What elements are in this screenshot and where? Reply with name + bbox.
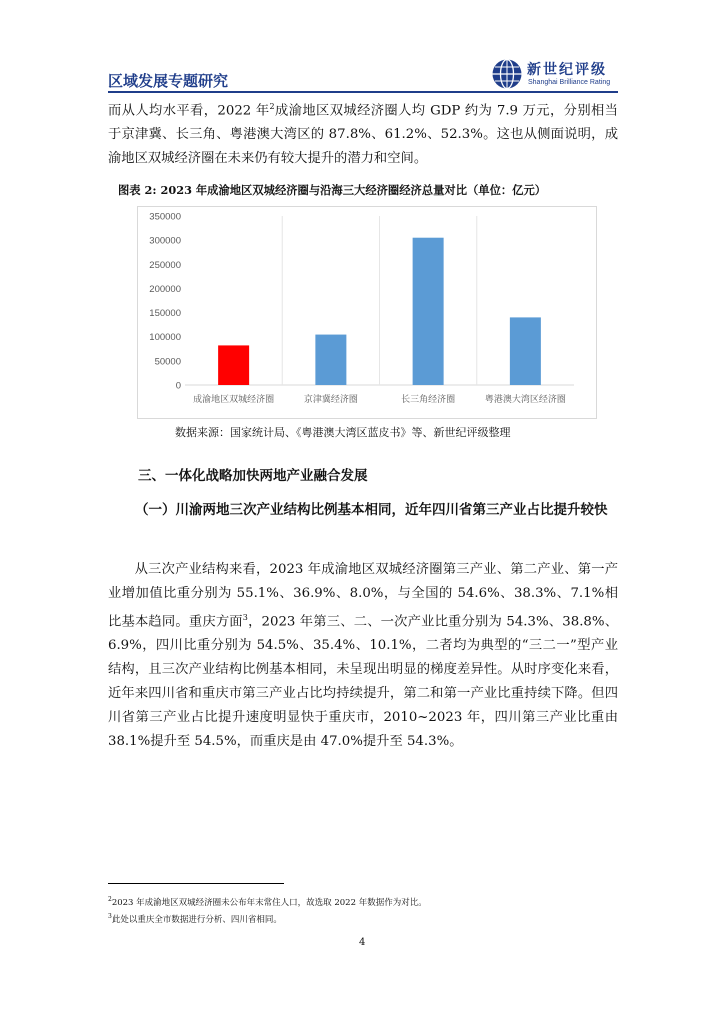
x-category-label: 粤港澳大湾区经济圈 xyxy=(484,395,566,405)
subsection-heading: （一）川渝两地三次产业结构比例基本相同，近年四川省第三产业占比提升较快 xyxy=(135,502,608,518)
footnote-3 xyxy=(108,913,282,925)
logo-name: 新世纪评级 xyxy=(527,62,607,78)
x-category-label: 长三角经济圈 xyxy=(401,395,456,405)
y-tick-label: 300000 xyxy=(149,235,181,247)
bar-1 xyxy=(218,345,249,385)
logo-subtitle: Shanghai Brilliance Rating xyxy=(528,79,611,86)
chart-caption: 图表 2: 2023 年成渝地区双城经济圈与沿海三大经济圈经济总量对比（单位：亿元） xyxy=(118,183,547,197)
intro-paragraph xyxy=(108,95,618,171)
footnote-ref-2[interactable]: 2 xyxy=(269,102,275,111)
footnote-ref-3[interactable]: 3 xyxy=(242,613,248,622)
y-tick-label: 100000 xyxy=(149,332,181,344)
header-divider xyxy=(108,91,618,93)
y-tick-label: 0 xyxy=(175,380,181,392)
y-tick-label: 50000 xyxy=(154,356,181,368)
bar-4 xyxy=(510,317,541,385)
report-series-title: 区域发展专题研究 xyxy=(108,72,229,90)
y-tick-label: 150000 xyxy=(149,308,181,320)
page-number: 4 xyxy=(359,937,366,948)
footnote-3-text: 此处以重庆全市数据进行分析、四川省相同。 xyxy=(111,915,282,925)
company-logo xyxy=(491,58,621,90)
y-tick-label: 200000 xyxy=(149,283,181,295)
y-tick-label: 250000 xyxy=(149,259,181,271)
section-heading: 三、一体化战略加快两地产业融合发展 xyxy=(138,468,368,484)
footnote-2-number: 2 xyxy=(108,896,112,904)
x-category-label: 京津冀经济圈 xyxy=(303,395,358,405)
bar-2 xyxy=(315,335,346,385)
intro-text-a: 而从人均水平看，2022 年 xyxy=(108,103,270,119)
x-category-label: 成渝地区双城经济圈 xyxy=(193,395,275,405)
chart-source-note: 数据来源：国家统计局、《粤港澳大湾区蓝皮书》等、新世纪评级整理 xyxy=(175,426,511,439)
footnote-divider xyxy=(108,883,284,884)
y-tick-label: 350000 xyxy=(149,211,181,223)
footnote-2-text: 2023 年成渝地区双城经济圈未公布年末常住人口，故选取 2022 年数据作为对比。 xyxy=(111,898,427,908)
footnote-2 xyxy=(108,896,427,908)
body-text-b: ，2023 年第三、二、一次产业比重分别为 54.3%、38.8%、6.9%，四川比重分别为 54.5%、35.4%、10.1%，二者均为典型的“三二一”型产业结构，且三次产业结构比例基本相同，未呈现出明显的梯度差异性。从时序变化来看，近年来四川省和重庆市第三产业占比均持续提升，第二和第一产业比重持续下降。但四川省第三产业占比提升速度明显快于重庆市，2010~2023 年，四川第三产业比重由 38.1%提升至 54.5%，而重庆是由 47.0%提升至 54.3%。 xyxy=(108,614,619,750)
body-paragraph xyxy=(108,558,618,754)
intro-text-b: 成渝地区双城经济圈人均 GDP 约为 7.9 万元，分别相当于京津冀、长三角、粤港澳大湾区的 87.8%、61.2%、52.3%。这也从侧面说明，成渝地区双城经济圈在未来仍有较大提升的潜力和空间。 xyxy=(108,103,618,167)
bar-3 xyxy=(413,238,444,385)
bar-chart xyxy=(137,206,597,419)
globe-icon xyxy=(491,58,523,90)
footnote-3-number: 3 xyxy=(108,913,112,921)
body-text-a: 从三次产业结构来看，2023 年成渝地区双城经济圈第三产业、第二产业、第一产业增加值比重分别为 55.1%、36.9%、8.0%，与全国的 54.6%、38.3%、7.1%相比基本趋同。重庆方面 xyxy=(108,562,618,630)
